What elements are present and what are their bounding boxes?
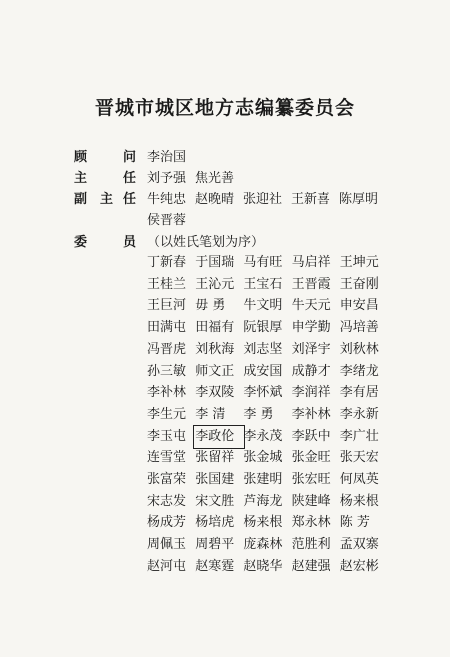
member-name: 刘秋林	[339, 341, 379, 357]
member-name: 刘秋海	[195, 341, 235, 357]
member-name: 师文正	[195, 363, 235, 379]
role-label-director	[74, 169, 136, 189]
role-label-advisor	[74, 148, 136, 168]
member-name: 李跃中	[291, 428, 331, 444]
member-name: 芦海龙	[243, 493, 283, 509]
member-name: 郑永林	[291, 515, 331, 531]
role-label-char: 主	[74, 171, 88, 186]
member-name: 冯培善	[339, 320, 379, 336]
member-name: 毋 勇	[195, 298, 226, 314]
person-name: 王新喜	[291, 192, 331, 207]
member-name: 陕建峰	[291, 493, 331, 509]
role-label-char: 顾	[74, 150, 88, 165]
role-row-deputy-director	[0, 190, 450, 210]
member-name: 马有旺	[243, 255, 283, 270]
member-name: 张留祥	[195, 450, 235, 466]
member-name: 王巨河	[147, 298, 187, 314]
member-name: 李双陵	[195, 385, 235, 401]
role-label-char: 主	[100, 192, 114, 207]
member-name: 王桂兰	[147, 276, 187, 292]
role-row-members	[0, 233, 450, 253]
page-title: 晋城市城区地方志编纂委员会	[94, 97, 355, 119]
member-name: 张富荣	[147, 472, 187, 487]
person-name: 张迎社	[243, 192, 283, 207]
role-label-deputy-director	[74, 190, 136, 210]
role-label-char: 任	[122, 171, 136, 186]
member-name: 李 清	[195, 406, 226, 422]
member-name: 周佩玉	[147, 537, 187, 553]
member-name: 刘泽宇	[291, 341, 331, 357]
member-name: 李永新	[339, 406, 379, 422]
member-name: 李补林	[147, 385, 187, 401]
role-row-deputy-director-cont	[0, 211, 450, 231]
member-name: 杨来根	[339, 493, 379, 509]
member-name: 申学勤	[291, 320, 331, 336]
member-name: 杨培虎	[195, 515, 235, 531]
member-name: 马启祥	[291, 255, 331, 270]
member-name: 范胜利	[291, 537, 331, 553]
member-name: 张金城	[243, 450, 283, 466]
member-name: 李 勇	[243, 406, 274, 422]
member-name: 周碧平	[195, 537, 235, 553]
member-name: 赵建强	[291, 558, 331, 574]
member-name: 申安昌	[339, 298, 379, 314]
member-name: 宋文胜	[195, 493, 235, 509]
member-name: 王晋霞	[291, 276, 331, 292]
member-name: 王坤元	[339, 255, 379, 270]
person-name: 陈厚明	[339, 192, 379, 207]
role-row-advisor	[0, 148, 450, 168]
member-name: 赵寒霆	[195, 558, 235, 574]
member-name: 牛文明	[243, 298, 283, 314]
member-name: 丁新春	[147, 255, 187, 270]
role-label-char: 任	[122, 192, 136, 207]
member-name: 杨来根	[243, 515, 283, 531]
member-name: 李玉屯	[147, 428, 187, 444]
role-label-char: 问	[122, 150, 136, 165]
member-name: 牛天元	[291, 298, 331, 314]
role-row-director	[0, 169, 450, 189]
person-name: 牛纯忠	[147, 192, 187, 207]
member-name: 孟双寨	[339, 537, 379, 553]
role-label-char: 员	[122, 235, 136, 250]
ordering-note: （以姓氏笔划为序）	[147, 235, 265, 250]
member-name: 陈 芳	[339, 515, 370, 531]
member-name: 成静才	[291, 363, 331, 379]
member-name: 王奋刚	[339, 276, 379, 292]
member-name: 张建明	[243, 472, 283, 487]
member-name: 冯晋虎	[147, 341, 187, 357]
member-name: 王沁元	[195, 276, 235, 292]
member-name: 李润祥	[291, 385, 331, 401]
member-name: 阮银厚	[243, 320, 283, 336]
member-name: 张天宏	[339, 450, 379, 466]
member-name: 于国瑞	[195, 255, 235, 270]
member-name: 孙三敏	[147, 363, 187, 379]
role-label-members	[74, 233, 136, 253]
person-name: 焦光善	[195, 171, 235, 186]
member-name: 李有居	[339, 385, 379, 401]
member-name: 成安国	[243, 363, 283, 379]
member-name: 赵晓华	[243, 558, 283, 574]
member-name: 张国建	[195, 472, 235, 487]
role-label-char: 委	[74, 235, 88, 250]
member-name: 田福有	[195, 320, 235, 336]
person-name: 刘予强	[147, 171, 187, 186]
member-name: 连雪堂	[147, 450, 187, 466]
member-name: 张宏旺	[291, 472, 331, 487]
member-name: 李怀斌	[243, 385, 283, 401]
member-name: 杨成芳	[147, 515, 187, 531]
member-name: 王宝石	[243, 276, 283, 292]
role-label-char: 副	[74, 192, 88, 207]
member-name: 李生元	[147, 406, 187, 422]
member-name: 庞森林	[243, 537, 283, 553]
member-name: 赵宏彬	[339, 558, 379, 574]
person-name: 赵晚晴	[195, 192, 235, 207]
member-name: 刘志坚	[243, 341, 283, 357]
member-name: 李绪龙	[339, 363, 379, 379]
person-name: 侯晋蓉	[147, 213, 187, 228]
person-name: 李治国	[147, 150, 187, 165]
member-name: 田满屯	[147, 320, 187, 336]
member-name: 李永茂	[243, 428, 283, 444]
member-name: 李广壮	[339, 428, 379, 444]
member-name: 张金旺	[291, 450, 331, 466]
member-name: 宋志发	[147, 493, 187, 509]
member-name: 李政伦	[195, 427, 243, 447]
member-name: 李补林	[291, 406, 331, 422]
member-name: 赵河屯	[147, 558, 187, 574]
member-name: 何凤英	[339, 472, 379, 487]
